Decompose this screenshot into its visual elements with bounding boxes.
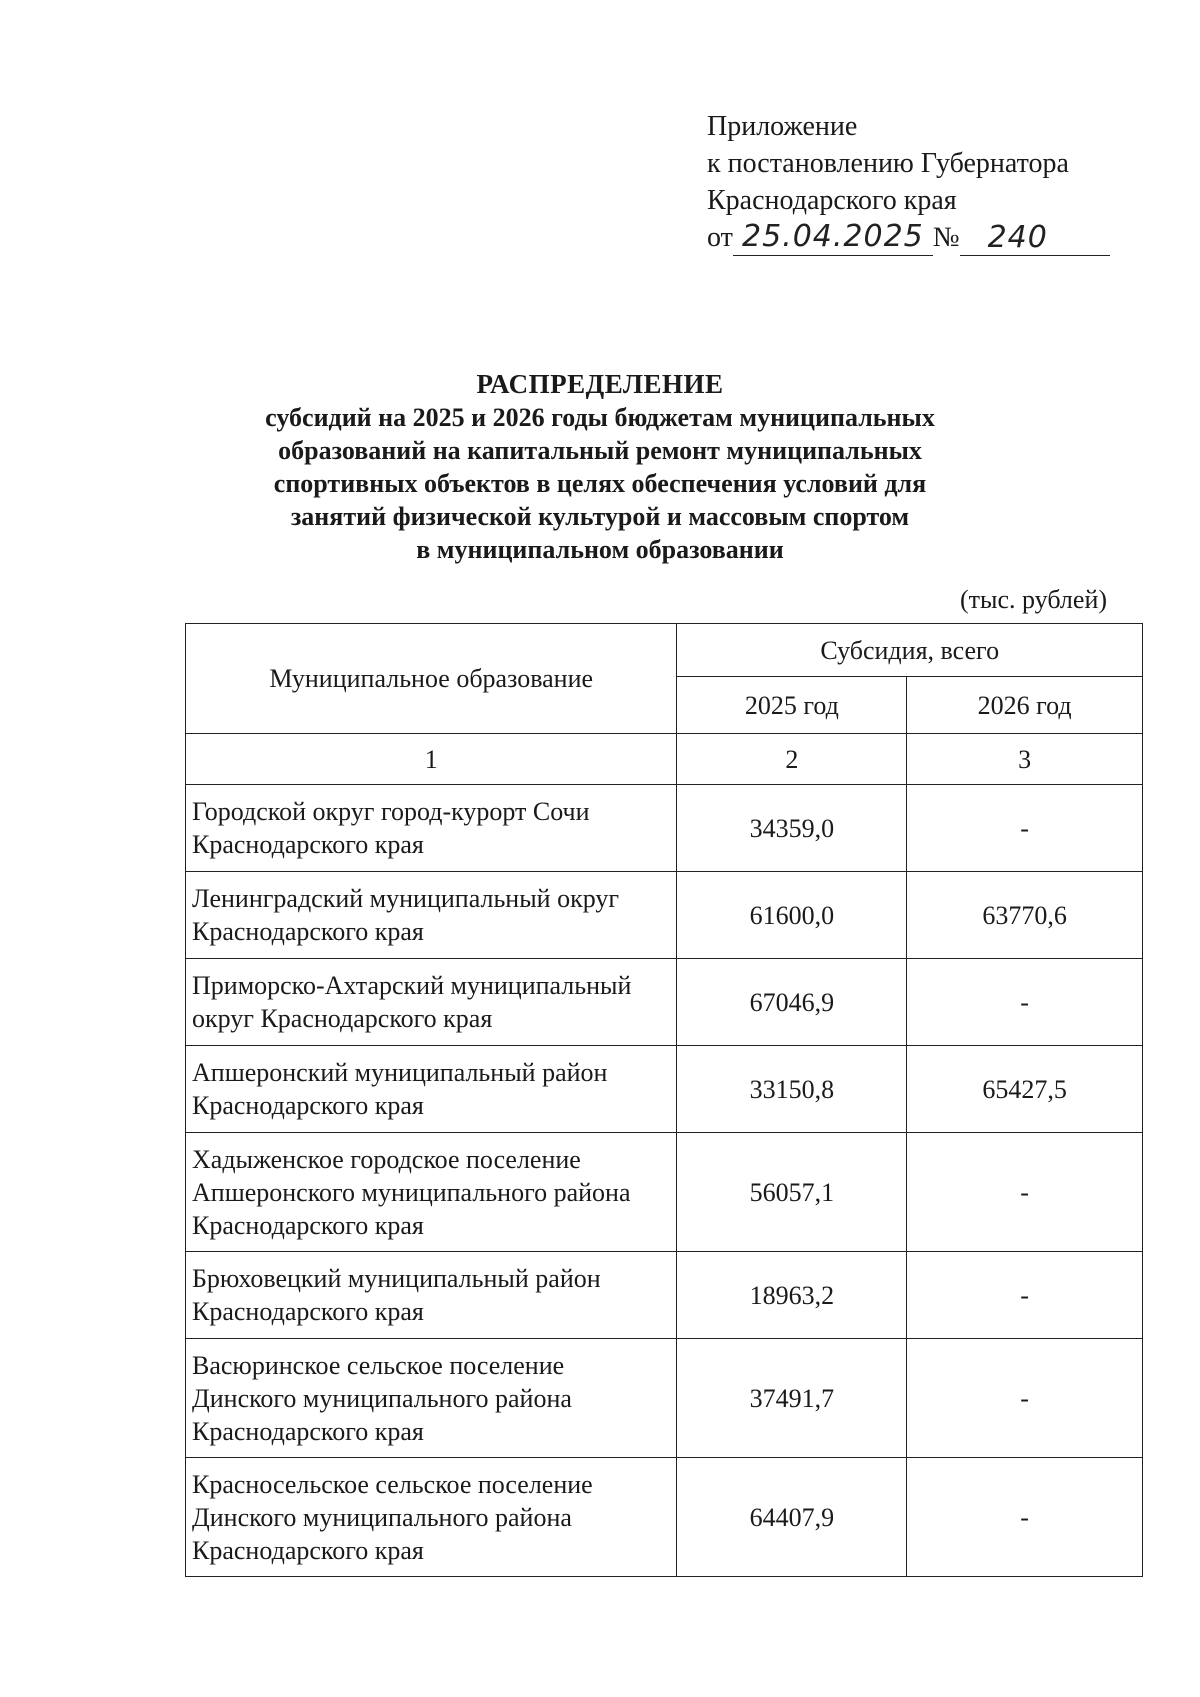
table-row — [186, 1252, 1143, 1339]
header-year-2026: 2026 год — [907, 677, 1143, 734]
value-2026-cell: 63770,6 — [907, 872, 1143, 959]
municipality-name-line: Динского муниципального района — [192, 1502, 572, 1532]
municipality-name-line: Краснодарского края — [192, 1091, 424, 1120]
municipality-cell — [186, 785, 677, 872]
subsidy-table — [185, 623, 1143, 1577]
appendix-line-1: Приложение — [707, 111, 858, 142]
title-main: РАСПРЕДЕЛЕНИЕ — [476, 369, 724, 399]
municipality-cell — [186, 1339, 677, 1458]
index-cell: 1 — [186, 734, 677, 785]
table-body — [186, 734, 1143, 1577]
index-cell: 3 — [907, 734, 1143, 785]
header-subsidy-total: Субсидия, всего — [677, 624, 1143, 677]
municipality-name-line: Краснодарского края — [192, 1297, 424, 1326]
table-row — [186, 1133, 1143, 1252]
municipality-cell — [186, 1458, 677, 1577]
municipality-cell — [186, 959, 677, 1046]
value-2026-cell: - — [907, 1458, 1143, 1577]
number-label: № — [932, 222, 960, 253]
municipality-name-line: Васюринское сельское поселение — [192, 1350, 565, 1380]
municipality-name-line: Красносельское сельское поселение — [192, 1469, 593, 1499]
header-municipality: Муниципальное образование — [186, 624, 677, 734]
municipality-cell — [186, 1046, 677, 1133]
title-line-4: занятий физической культурой и массовым спортом — [290, 502, 910, 531]
municipality-cell — [186, 1133, 677, 1252]
title-line-3: спортивных объектов в целях обеспечения условий для — [273, 469, 927, 498]
value-2025-cell: 64407,9 — [677, 1458, 907, 1577]
document-title — [220, 368, 980, 566]
value-2025-cell: 67046,9 — [677, 959, 907, 1046]
municipality-cell — [186, 1252, 677, 1339]
value-2026-cell: - — [907, 959, 1143, 1046]
value-2026-cell: - — [907, 1252, 1143, 1339]
municipality-name-line: Апшеронского муниципального района — [192, 1177, 631, 1207]
value-2026-cell: - — [907, 1133, 1143, 1252]
from-label: от — [707, 222, 733, 253]
value-2025-cell: 18963,2 — [677, 1252, 907, 1339]
table-row — [186, 872, 1143, 959]
municipality-name-line: округ Краснодарского края — [192, 1004, 493, 1033]
municipality-name-line: Краснодарского края — [192, 1210, 424, 1240]
value-2025-cell: 34359,0 — [677, 785, 907, 872]
index-row — [186, 734, 1143, 785]
appendix-date-number-line — [707, 219, 1110, 256]
table-row — [186, 785, 1143, 872]
table-row — [186, 1339, 1143, 1458]
title-line-5: в муниципальном образовании — [416, 535, 784, 564]
municipality-name-line: Апшеронский муниципальный район — [192, 1058, 608, 1087]
units-label: (тыс. рублей) — [960, 585, 1108, 614]
index-cell: 2 — [677, 734, 907, 785]
appendix-block — [707, 108, 1110, 256]
value-2026-cell: 65427,5 — [907, 1046, 1143, 1133]
municipality-name-line: Приморско-Ахтарский муниципальный — [192, 971, 632, 1000]
decree-date: 25.04.2025 — [741, 219, 924, 254]
table-row — [186, 959, 1143, 1046]
appendix-line-3: Краснодарского края — [707, 185, 957, 216]
decree-number: 240 — [987, 220, 1048, 255]
municipality-name-line: Краснодарского края — [192, 1535, 424, 1565]
municipality-name-line: Динского муниципального района — [192, 1383, 572, 1413]
header-year-2025: 2025 год — [677, 677, 907, 734]
value-2026-cell: - — [907, 785, 1143, 872]
municipality-name-line: Брюховецкий муниципальный район — [192, 1264, 601, 1293]
municipality-name-line: Краснодарского края — [192, 1416, 424, 1446]
municipality-name-line: Краснодарского края — [192, 830, 424, 859]
decree-date-field — [733, 219, 933, 256]
value-2025-cell: 37491,7 — [677, 1339, 907, 1458]
appendix-line-2: к постановлению Губернатора — [707, 148, 1069, 179]
value-2025-cell: 56057,1 — [677, 1133, 907, 1252]
municipality-name-line: Ленинградский муниципальный округ — [192, 884, 620, 913]
municipality-cell — [186, 872, 677, 959]
title-line-2: образований на капитальный ремонт муниципальных — [278, 436, 922, 465]
table-row — [186, 1458, 1143, 1577]
value-2025-cell: 61600,0 — [677, 872, 907, 959]
municipality-name-line: Краснодарского края — [192, 917, 424, 946]
value-2025-cell: 33150,8 — [677, 1046, 907, 1133]
value-2026-cell: - — [907, 1339, 1143, 1458]
table-row — [186, 1046, 1143, 1133]
decree-number-field — [960, 220, 1110, 256]
municipality-name-line: Городской округ город-курорт Сочи — [192, 797, 590, 826]
title-line-1: субсидий на 2025 и 2026 годы бюджетам муниципальных — [265, 403, 935, 432]
municipality-name-line: Хадыженское городское поселение — [192, 1144, 581, 1174]
